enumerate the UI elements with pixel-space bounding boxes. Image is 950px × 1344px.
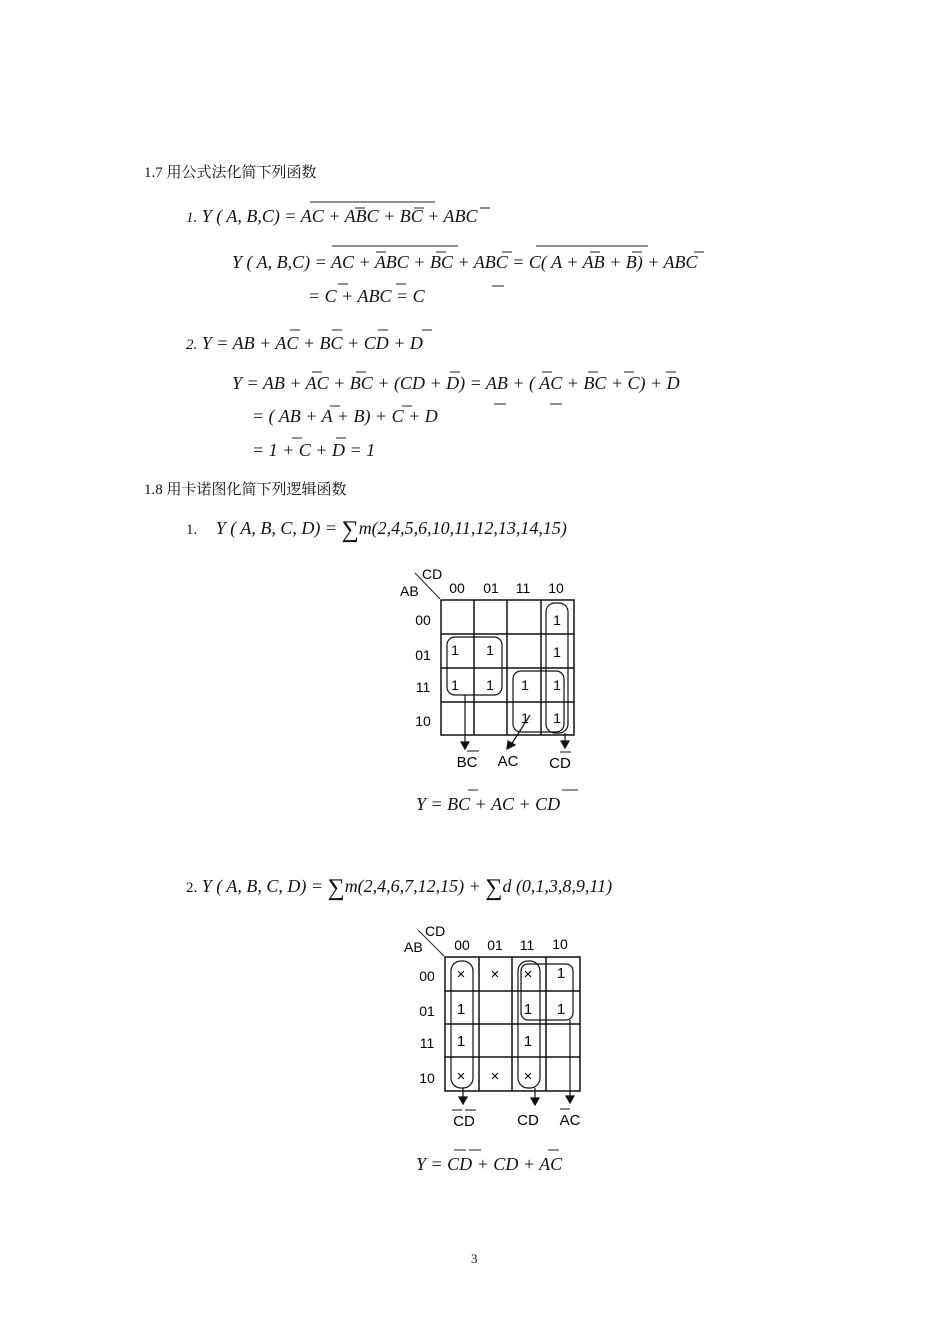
kmap-col-label: 10 — [548, 580, 564, 596]
kmap-cell: 1 — [486, 642, 494, 658]
kmap-cell: 1 — [556, 1001, 566, 1018]
kmap-col-label: 10 — [552, 936, 568, 952]
problem-1-step1: Y ( A, B,C) = AC + ABC + BC + ABC = C( A + AB + B) + ABC — [232, 252, 698, 272]
kmap-problem-2-statement — [186, 875, 613, 901]
kmap-col-label: 01 — [487, 937, 503, 953]
equation: Y = AB + AC + BC + CD + D — [201, 333, 423, 353]
kmap-col-var: CD — [422, 566, 443, 582]
problem-2-step1: Y = AB + AC + BC + (CD + D) = AB + ( AC + BC + C) + D — [232, 373, 680, 393]
kmap-col-label: 00 — [454, 937, 470, 953]
kmap-cell: 1 — [556, 965, 566, 982]
kmap-cell: 1 — [553, 612, 561, 628]
problem-number: 2. — [186, 337, 198, 353]
result-1-overlines — [416, 786, 586, 796]
page-number: 3 — [471, 1251, 478, 1266]
kmap-row-var: AB — [404, 939, 423, 955]
kmap-problem-1-statement — [186, 517, 567, 543]
kmap-1-result: Y = BC + AC + CD — [416, 794, 561, 814]
kmap-row-label: 00 — [419, 968, 435, 984]
kmap-row-label: 11 — [415, 679, 431, 695]
sigma-symbol: ∑ — [327, 875, 345, 901]
kmap-row-label: 01 — [419, 1003, 435, 1019]
sigma-symbol: ∑ — [485, 875, 503, 901]
kmap-cell: 1 — [456, 1001, 466, 1018]
kmap-cell: × — [456, 966, 466, 983]
problem-number: 2. — [186, 880, 198, 896]
kmap-cell: 1 — [451, 642, 459, 658]
group-label: CD — [517, 1112, 539, 1129]
dontcare-list: d (0,1,3,8,9,11) — [502, 876, 613, 896]
kmap-cell: × — [523, 1068, 533, 1085]
group-label: CD — [453, 1113, 475, 1130]
section-1-7-heading: 1.7 用公式法化简下列函数 — [144, 165, 317, 181]
problem-number: 1. — [186, 522, 198, 538]
group-label: AC — [497, 753, 519, 770]
kmap-cell: 1 — [451, 677, 459, 693]
equation-lhs: Y ( A, B, C, D) = — [215, 518, 342, 538]
kmap-row-label: 10 — [419, 1070, 435, 1086]
equation-rhs: AC + ABC + BC + ABC — [300, 206, 478, 226]
result-2-overlines — [416, 1146, 586, 1156]
problem-1-step2: = C + ABC = C — [308, 286, 425, 306]
kmap-cell: 1 — [553, 677, 561, 693]
kmap-cell: 1 — [523, 1033, 533, 1050]
group-label: AC — [559, 1112, 581, 1129]
kmap-col-label: 11 — [519, 937, 535, 953]
kmap-cell: 1 — [523, 1001, 533, 1018]
kmap-cell: × — [456, 1068, 466, 1085]
equation-lhs: Y ( A, B,C) = — [201, 206, 301, 226]
kmap-col-var: CD — [425, 923, 446, 939]
problem-2-step2: = ( AB + A + B) + C + D — [252, 406, 438, 426]
kmap-row-label: 00 — [415, 612, 431, 628]
kmap-cell: 1 — [521, 710, 529, 726]
karnaugh-map-2 — [400, 922, 600, 1137]
karnaugh-map-1 — [395, 563, 595, 778]
minterm-list: m(2,4,6,7,12,15) + — [344, 876, 486, 896]
kmap-col-label: 11 — [515, 580, 531, 596]
group-label: BC — [456, 754, 478, 771]
kmap-row-label: 10 — [415, 713, 431, 729]
kmap-row-var: AB — [400, 583, 419, 599]
minterm-list: m(2,4,5,6,10,11,12,13,14,15) — [358, 518, 567, 538]
overline-marks-p1 — [180, 196, 780, 306]
kmap-col-label: 00 — [449, 580, 465, 596]
kmap-cell: 1 — [486, 677, 494, 693]
problem-number: 1. — [186, 210, 198, 226]
kmap-col-label: 01 — [483, 580, 499, 596]
section-1-8-heading: 1.8 用卡诺图化简下列逻辑函数 — [144, 482, 347, 498]
kmap-2-result: Y = CD + CD + AC — [416, 1154, 563, 1174]
kmap-cell: 1 — [553, 644, 561, 660]
equation-lhs: Y ( A, B, C, D) = — [201, 876, 328, 896]
kmap-cell: 1 — [553, 710, 561, 726]
kmap-cell: 1 — [521, 677, 529, 693]
kmap-cell: × — [490, 966, 500, 983]
sigma-symbol: ∑ — [341, 517, 359, 543]
kmap-cell: 1 — [456, 1033, 466, 1050]
kmap-cell: × — [490, 1068, 500, 1085]
group-label: CD — [549, 755, 571, 772]
kmap-row-label: 01 — [415, 647, 431, 663]
problem-2-step3: = 1 + C + D = 1 — [252, 440, 376, 460]
kmap-row-label: 11 — [419, 1035, 435, 1051]
kmap-cell: × — [523, 966, 533, 983]
